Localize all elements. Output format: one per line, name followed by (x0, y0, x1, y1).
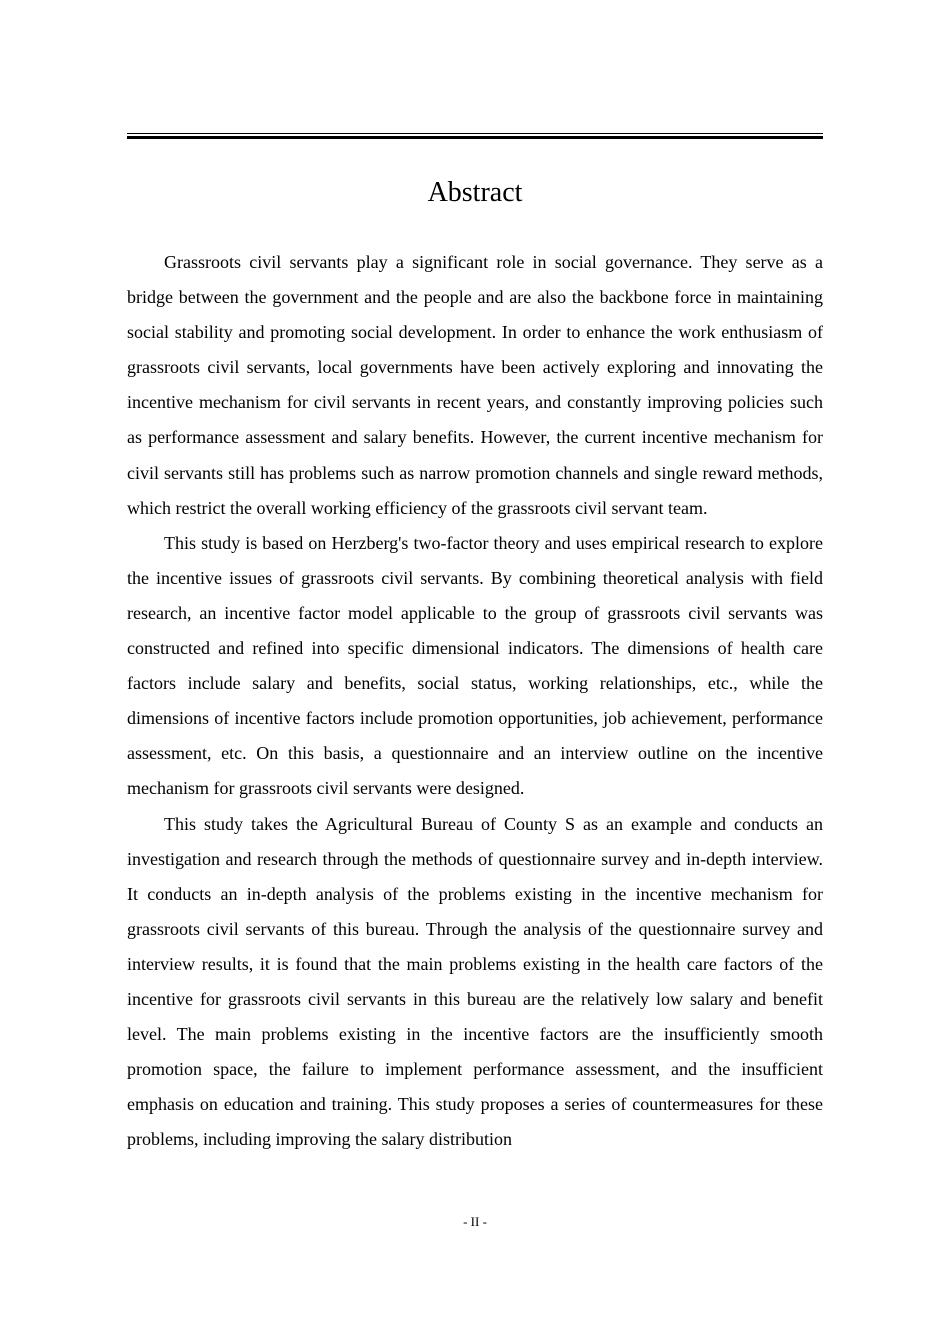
page-number: - II - (463, 1214, 487, 1229)
abstract-paragraph-1: Grassroots civil servants play a significant role in social governance. They serve as a bridge between the government and the people and are also the backbone force in maintaining social stability and promoting social development. In order to enhance the work enthusiasm of grassroots civil servants, local governments have been actively exploring and innovating the incentive mechanism for civil servants in recent years, and constantly improving policies such as performance assessment and salary benefits. However, the current incentive mechanism for civil servants still has problems such as narrow promotion channels and single reward methods, which restrict the overall working efficiency of the grassroots civil servant team. (127, 252, 823, 518)
abstract-body (127, 245, 823, 1157)
page-title: Abstract (427, 177, 523, 208)
header-double-rule (127, 133, 823, 139)
abstract-paragraph-3: This study takes the Agricultural Bureau of County S as an example and conducts an investigation and research through the methods of questionnaire survey and in-depth interview. It conducts an in-depth analysis of the problems existing in the incentive mechanism for grassroots civil servants of this bureau. Through the analysis of the questionnaire survey and interview results, it is found that the main problems existing in the health care factors of the incentive for grassroots civil servants in this bureau are the relatively low salary and benefit level. The main problems existing in the incentive factors are the insufficiently smooth promotion space, the failure to implement performance assessment, and the insufficient emphasis on education and training. This study proposes a series of countermeasures for these problems, including improving the salary distribution (127, 813, 823, 1150)
abstract-paragraph-2: This study is based on Herzberg's two-factor theory and uses empirical research to explore the incentive issues of grassroots civil servants. By combining theoretical analysis with field research, an incentive factor model applicable to the group of grassroots civil servants was constructed and refined into specific dimensional indicators. The dimensions of health care factors include salary and benefits, social status, working relationships, etc., while the dimensions of incentive factors include promotion opportunities, job achievement, performance assessment, etc. On this basis, a questionnaire and an interview outline on the incentive mechanism for grassroots civil servants were designed. (127, 532, 823, 799)
